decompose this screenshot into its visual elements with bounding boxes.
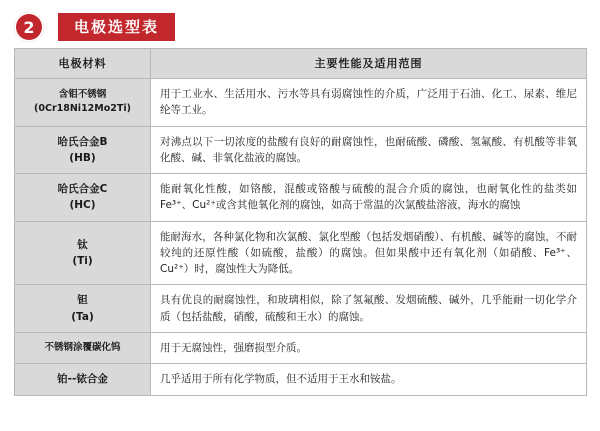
cell-material — [15, 221, 151, 285]
material-name: 哈氏合金C — [57, 183, 108, 196]
material-name: 钛 — [77, 238, 88, 251]
table-row — [15, 332, 587, 363]
material-name: 铂--铱合金 — [57, 373, 108, 386]
material-code: (Ta) — [71, 310, 94, 323]
cell-description: 用于工业水、生活用水、污水等具有弱腐蚀性的介质，广泛用于石油、化工、尿素、维尼纶等工业。 — [151, 79, 587, 127]
material-code: (HC) — [69, 199, 96, 212]
table-row — [15, 126, 587, 174]
table-header-row — [15, 49, 587, 79]
table-body — [15, 79, 587, 395]
table-header — [15, 49, 587, 79]
cell-material — [15, 332, 151, 363]
material-name: 钽 — [77, 294, 88, 307]
table-row — [15, 221, 587, 285]
cell-material — [15, 364, 151, 395]
table-row — [15, 285, 587, 333]
material-name: 不锈钢涂覆碳化钨 — [44, 341, 121, 353]
cell-material — [15, 126, 151, 174]
cell-description: 用于无腐蚀性，强磨损型介质。 — [151, 332, 587, 363]
cell-description: 对沸点以下一切浓度的盐酸有良好的耐腐蚀性，也耐硫酸、磷酸、氢氟酸、有机酸等非氧化酸、碱、非氧化盐液的腐蚀。 — [151, 126, 587, 174]
cell-material — [15, 174, 151, 222]
document-header — [0, 0, 600, 44]
column-header-material: 电极材料 — [15, 49, 151, 79]
cell-description: 具有优良的耐腐蚀性，和玻璃相似，除了氢氟酸、发烟硫酸、碱外，几乎能耐一切化学介质（包括盐酸，硝酸，硫酸和王水）的腐蚀。 — [151, 285, 587, 333]
cell-description: 能耐氧化性酸，如铬酸，混酸或铬酸与硫酸的混合介质的腐蚀，也耐氧化性的盐类如Fe³⁺、Cu²⁺或含其他氧化剂的腐蚀，如高于常温的次氯酸盐溶液，海水的腐蚀 — [151, 174, 587, 222]
material-code: (HB) — [69, 151, 96, 164]
table-container — [0, 44, 600, 396]
table-row — [15, 364, 587, 395]
cell-description: 几乎适用于所有化学物质，但不适用于王水和铵盐。 — [151, 364, 587, 395]
cell-description: 能耐海水，各种氯化物和次氯酸、氯化型酸（包括发烟硝酸）、有机酸、碱等的腐蚀，不耐较纯的还原性酸（如硫酸，盐酸）的腐蚀。但如果酸中还有氧化剂（如硝酸、Fe³⁺、Cu²⁺）时，腐蚀性大为降低。 — [151, 221, 587, 285]
table-row — [15, 174, 587, 222]
cell-material — [15, 79, 151, 127]
table-row — [15, 79, 587, 127]
material-code: (Ti) — [72, 255, 93, 268]
material-name: 哈氏合金B — [57, 135, 108, 148]
column-header-description: 主要性能及适用范围 — [151, 49, 587, 79]
page-title: 电极选型表 — [58, 13, 175, 42]
material-code: (0Cr18Ni12Mo2Ti) — [34, 103, 131, 115]
electrode-selection-table — [14, 48, 587, 396]
material-name: 含钼不锈钢 — [58, 88, 107, 100]
cell-material — [15, 285, 151, 333]
section-number-badge: 2 — [14, 12, 44, 42]
